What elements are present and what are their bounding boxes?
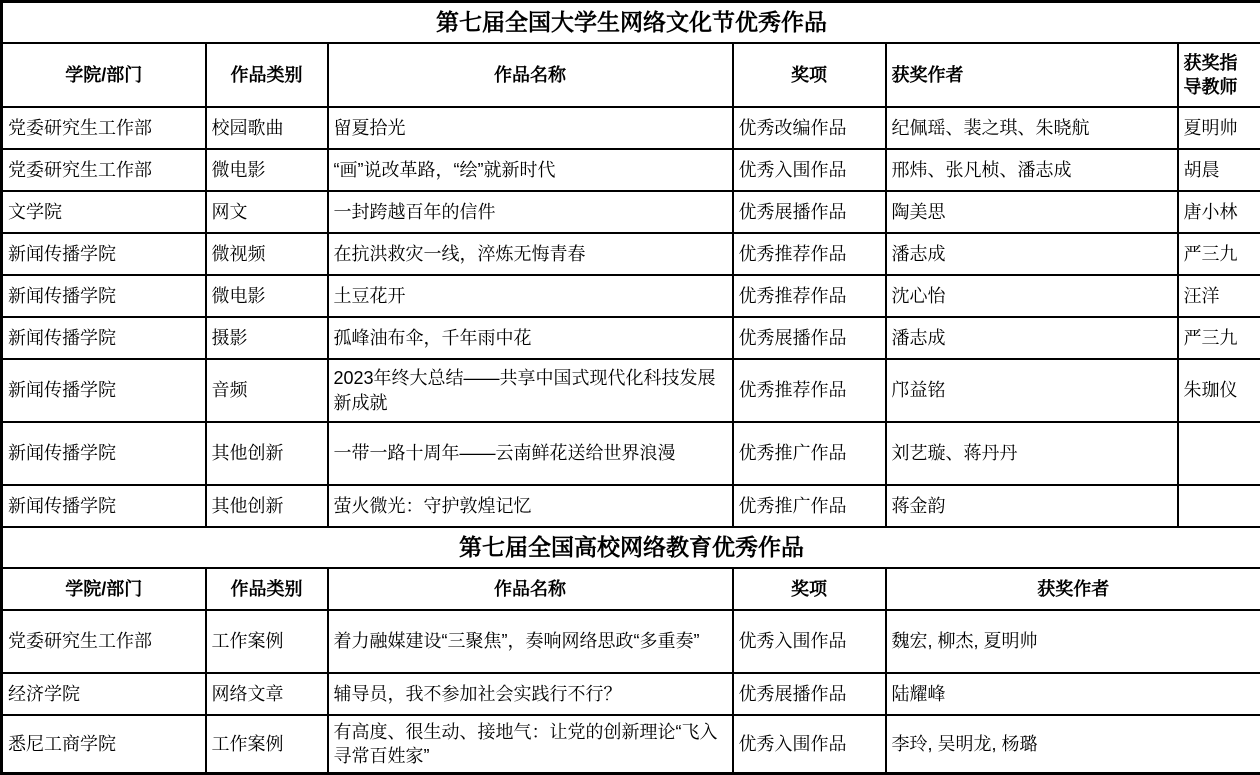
college-cell: 新闻传播学院 — [2, 275, 206, 317]
category-cell: 网络文章 — [206, 673, 328, 715]
table-row — [2, 422, 1260, 485]
work-cell: 土豆花开 — [328, 275, 733, 317]
teacher-cell: 朱珈仪 — [1178, 359, 1260, 422]
authors-cell: 李玲, 吴明龙, 杨璐 — [886, 715, 1260, 773]
teacher-cell: 唐小林 — [1178, 191, 1260, 233]
col-header-work: 作品名称 — [328, 568, 733, 610]
college-cell: 党委研究生工作部 — [2, 149, 206, 191]
category-cell: 摄影 — [206, 317, 328, 359]
work-cell: 孤峰油布伞，千年雨中花 — [328, 317, 733, 359]
authors-cell: 邝益铭 — [886, 359, 1178, 422]
col-header-teacher: 获奖指导教师 — [1178, 43, 1260, 107]
college-cell: 新闻传播学院 — [2, 359, 206, 422]
work-cell: 一带一路十周年——云南鲜花送给世界浪漫 — [328, 422, 733, 485]
col-header-authors: 获奖作者 — [886, 43, 1178, 107]
table-row — [2, 149, 1260, 191]
work-cell: 留夏拾光 — [328, 107, 733, 149]
teacher-cell: 夏明帅 — [1178, 107, 1260, 149]
award-cell: 优秀推荐作品 — [733, 275, 886, 317]
teacher-cell: 严三九 — [1178, 317, 1260, 359]
table-row — [2, 485, 1260, 527]
col-header-college: 学院/部门 — [2, 43, 206, 107]
award-cell: 优秀改编作品 — [733, 107, 886, 149]
authors-cell: 潘志成 — [886, 317, 1178, 359]
table-row — [2, 527, 1260, 568]
award-cell: 优秀入围作品 — [733, 610, 886, 673]
category-cell: 微电影 — [206, 275, 328, 317]
work-cell: 有高度、很生动、接地气：让党的创新理论“飞入寻常百姓家” — [328, 715, 733, 773]
category-cell: 其他创新 — [206, 485, 328, 527]
category-cell: 其他创新 — [206, 422, 328, 485]
college-cell: 文学院 — [2, 191, 206, 233]
teacher-cell — [1178, 422, 1260, 485]
authors-cell: 陶美思 — [886, 191, 1178, 233]
college-cell: 新闻传播学院 — [2, 317, 206, 359]
table-row — [2, 359, 1260, 422]
category-cell: 网文 — [206, 191, 328, 233]
teacher-cell: 严三九 — [1178, 233, 1260, 275]
authors-cell: 沈心怡 — [886, 275, 1178, 317]
award-cell: 优秀推广作品 — [733, 485, 886, 527]
table-row — [2, 233, 1260, 275]
table-row — [2, 107, 1260, 149]
category-cell: 微电影 — [206, 149, 328, 191]
award-cell: 优秀展播作品 — [733, 673, 886, 715]
table-title-festival: 第七届全国大学生网络文化节优秀作品 — [2, 2, 1260, 44]
table-header-row — [2, 568, 1260, 610]
college-cell: 党委研究生工作部 — [2, 107, 206, 149]
col-header-category: 作品类别 — [206, 43, 328, 107]
table-row — [2, 2, 1260, 44]
table-title-education: 第七届全国高校网络教育优秀作品 — [2, 527, 1260, 568]
award-cell: 优秀展播作品 — [733, 317, 886, 359]
table-row — [2, 715, 1260, 773]
col-header-work: 作品名称 — [328, 43, 733, 107]
col-header-college: 学院/部门 — [2, 568, 206, 610]
table-row — [2, 610, 1260, 673]
college-cell: 新闻传播学院 — [2, 422, 206, 485]
col-header-category: 作品类别 — [206, 568, 328, 610]
col-header-award: 奖项 — [733, 43, 886, 107]
college-cell: 悉尼工商学院 — [2, 715, 206, 773]
table-row — [2, 317, 1260, 359]
college-cell: 新闻传播学院 — [2, 485, 206, 527]
teacher-cell: 汪洋 — [1178, 275, 1260, 317]
work-cell: “画”说改革路，“绘”就新时代 — [328, 149, 733, 191]
award-cell: 优秀展播作品 — [733, 191, 886, 233]
work-cell: 在抗洪救灾一线，淬炼无悔青春 — [328, 233, 733, 275]
category-cell: 工作案例 — [206, 715, 328, 773]
college-cell: 经济学院 — [2, 673, 206, 715]
category-cell: 校园歌曲 — [206, 107, 328, 149]
table-row — [2, 275, 1260, 317]
table-row — [2, 673, 1260, 715]
award-cell: 优秀推荐作品 — [733, 359, 886, 422]
category-cell: 工作案例 — [206, 610, 328, 673]
category-cell: 微视频 — [206, 233, 328, 275]
teacher-cell: 胡晨 — [1178, 149, 1260, 191]
work-cell: 萤火微光：守护敦煌记忆 — [328, 485, 733, 527]
teacher-cell — [1178, 485, 1260, 527]
authors-cell: 魏宏, 柳杰, 夏明帅 — [886, 610, 1260, 673]
col-header-authors: 获奖作者 — [886, 568, 1260, 610]
authors-cell: 纪佩瑶、裴之琪、朱晓航 — [886, 107, 1178, 149]
col-header-award: 奖项 — [733, 568, 886, 610]
category-cell: 音频 — [206, 359, 328, 422]
authors-cell: 陆耀峰 — [886, 673, 1260, 715]
authors-cell: 邢炜、张凡桢、潘志成 — [886, 149, 1178, 191]
award-cell: 优秀推广作品 — [733, 422, 886, 485]
award-cell: 优秀推荐作品 — [733, 233, 886, 275]
authors-cell: 潘志成 — [886, 233, 1178, 275]
authors-cell: 刘艺璇、蒋丹丹 — [886, 422, 1178, 485]
work-cell: 一封跨越百年的信件 — [328, 191, 733, 233]
work-cell: 2023年终大总结——共享中国式现代化科技发展新成就 — [328, 359, 733, 422]
table-header-row — [2, 43, 1260, 107]
authors-cell: 蒋金韵 — [886, 485, 1178, 527]
award-cell: 优秀入围作品 — [733, 715, 886, 773]
work-cell: 着力融媒建设“三聚焦”，奏响网络思政“多重奏” — [328, 610, 733, 673]
table-row — [2, 191, 1260, 233]
work-cell: 辅导员，我不参加社会实践行不行？ — [328, 673, 733, 715]
college-cell: 党委研究生工作部 — [2, 610, 206, 673]
award-cell: 优秀入围作品 — [733, 149, 886, 191]
college-cell: 新闻传播学院 — [2, 233, 206, 275]
